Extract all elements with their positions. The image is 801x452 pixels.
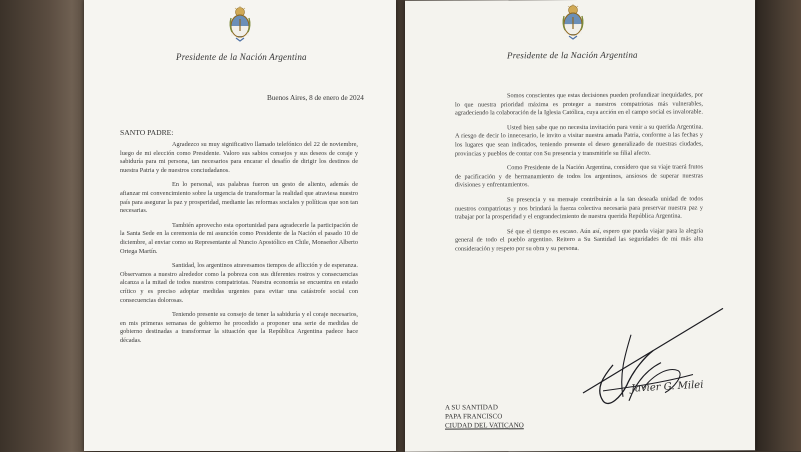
recipient-block: [445, 403, 524, 430]
salutation: SANTO PADRE:: [120, 128, 174, 137]
paragraph: Como Presidente de la Nación Argentina, considero que su viaje traerá frutos de pacificación y de hermanamiento de todos los argentinos, ansiosos de superar nuestras divisiones y enfrentamientos.: [455, 163, 703, 189]
letter-date: Buenos Aires, 8 de enero de 2024: [267, 94, 364, 102]
letterhead-title: Presidente de la Nación Argentina: [507, 49, 638, 61]
coat-of-arms-icon: [560, 4, 586, 40]
paragraph: Santidad, los argentinos atravesamos tiempos de aflicción y de esperanza. Observamos a nuestro alrededor como la pobreza con sus diferentes rostros y consecuencias alcanza a la mitad de todos nuestros compatriotas. Nuestra economía se encuentra en estado crítico y es preciso adoptar medidas urgentes para evitar una catástrofe social con consecuencias dolorosas.: [120, 262, 358, 304]
paragraph: Usted bien sabe que no necesita invitación para venir a su querida Argentina. A riesgo de decir lo innecesario, le invito a visitar nuestra amada Patria, conforme a las fechas y los lugares que sean indicados, teniendo presente el deseo generalizado de nuestras ciudades, provincias y pueblos de contar con Su presencia y transmitirle su filial afecto.: [455, 123, 703, 158]
coat-of-arms-icon: [227, 6, 253, 42]
recipient-line: A SU SANTIDAD: [445, 403, 498, 412]
paragraph: En lo personal, sus palabras fueron un gesto de aliento, además de afianzar mi convencimiento sobre la urgencia de transformar la realidad que atraviesa nuestro país para asegurar la paz y prosperidad, mediante las reformas sociales y políticas que son tan necesarias.: [120, 181, 358, 215]
paragraph: Teniendo presente su consejo de tener la sabiduría y el coraje necesarios, en mis primeras semanas de gobierno he procedido a proponer una serie de medidas de gobierno destinadas a transformar la situación que la República Argentina padece hace décadas.: [120, 311, 358, 344]
left-body: [120, 141, 358, 351]
recipient-line: PAPA FRANCISCO: [445, 412, 503, 421]
paragraph: Agradezco su muy significativo llamado telefónico del 22 de noviembre, luego de mi elección como Presidente. Valoro sus sabios consejos y sus deseos de coraje y sabiduría para mi persona, tan necesarios para encarar el desafío de dirigir los destinos de nuestra Patria y de nuestros conciudadanos.: [120, 141, 358, 174]
letter-page-1: [84, 0, 396, 451]
handwritten-signature: [573, 304, 733, 415]
letterhead-title: Presidente de la Nación Argentina: [176, 52, 307, 62]
paragraph: Somos conscientes que estas decisiones pueden profundizar inequidades, por lo que nuestra prioridad máxima es proteger a nuestros compatriotas más vulnerables, agradeciendo la colaboración de la Iglesia Católica, cuya acción en el campo social es invalorable.: [455, 91, 703, 117]
signature-name: Javier G. Milei: [630, 379, 704, 395]
paragraph: Su presencia y su mensaje contribuirán a la tan deseada unidad de todos nuestros compatriotas y nos brindará la fuerza colectiva necesaria para preservar nuestra paz y trabajar por la prosperidad y el engrandecimiento de nuestra querida República Argentina.: [455, 195, 703, 221]
paragraph: También aprovecho esta oportunidad para agradecerle la participación de la Santa Sede en la ceremonia de mi asunción como Presidente de la Nación el pasado 10 de diciembre, al enviar como su Representante al Nuncio Apostólico en Chile, Monseñor Alberto Ortega Martín.: [120, 221, 358, 255]
letter-page-2: [405, 0, 755, 452]
right-body: [455, 91, 703, 260]
table-surface: [756, 0, 801, 451]
recipient-line: CIUDAD DEL VATICANO: [445, 421, 524, 430]
paragraph: Sé que el tiempo es escaso. Aún así, espero que pueda viajar para la alegría general de todo el pueblo argentino. Reitero a Su Santidad las seguridades de mi más alta consideración y respeto por su obra y su persona.: [455, 227, 703, 253]
